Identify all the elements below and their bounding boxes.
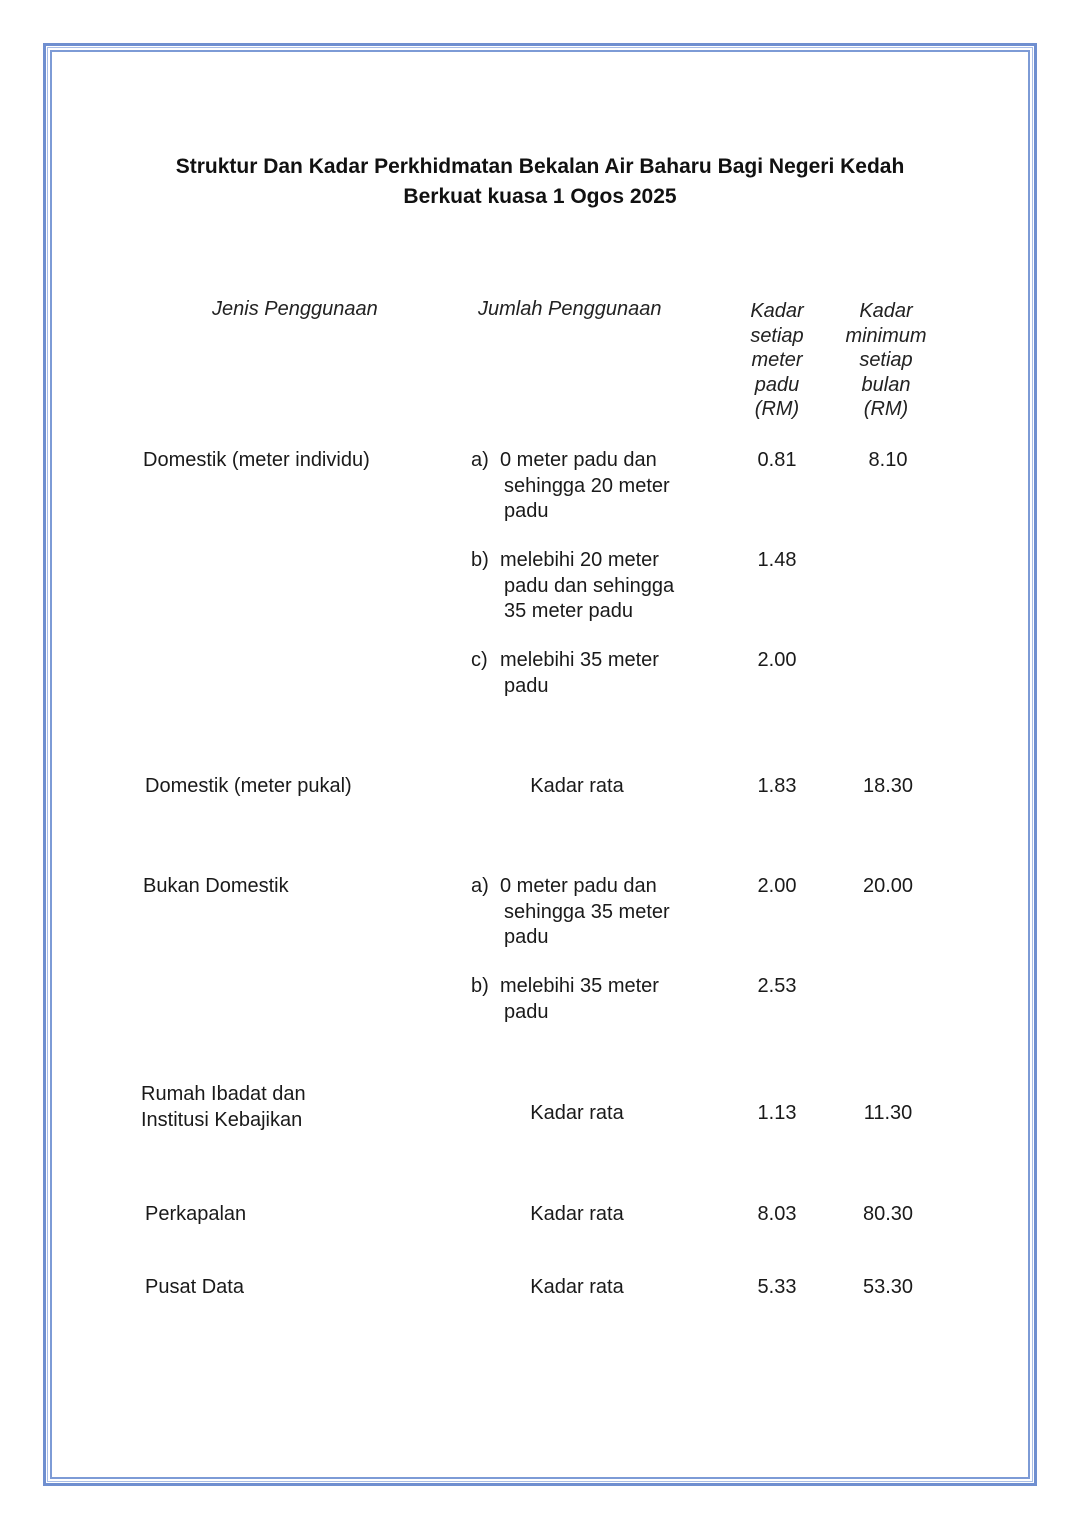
tier-label: a)	[471, 875, 489, 897]
tier-line: melebihi 35 meter	[500, 975, 659, 997]
header-minimum-line: minimum	[845, 324, 927, 347]
usage-type: Domestik (meter pukal)	[145, 775, 352, 797]
flat-rate-label: Kadar rata	[530, 775, 624, 797]
header-rate-line: padu	[754, 373, 800, 396]
header-rate-line: (RM)	[754, 398, 800, 420]
rate-value: 8.03	[757, 1203, 797, 1225]
tier-line: sehingga 20 meter	[504, 474, 670, 497]
header-minimum-line: setiap	[859, 349, 913, 371]
page-border-inner	[50, 50, 1030, 1479]
rate-value: 5.33	[757, 1276, 797, 1298]
tier-line: padu	[504, 1000, 549, 1023]
rate-value: 1.48	[757, 549, 797, 571]
minimum-value: 8.10	[868, 449, 908, 471]
rate-value: 2.00	[757, 649, 797, 671]
header-minimum-line: Kadar	[859, 300, 913, 322]
document-title: Struktur Dan Kadar Perkhidmatan Bekalan Air Baharu Bagi Negeri Kedah	[175, 155, 905, 178]
header-minimum	[826, 299, 946, 422]
tier-line: 35 meter padu	[504, 600, 633, 622]
tier-line: padu dan sehingga	[504, 574, 675, 597]
minimum-value: 11.30	[863, 1102, 913, 1124]
tier-line: melebihi 20 meter	[500, 549, 659, 571]
usage-type	[141, 1082, 306, 1133]
tier-line: 0 meter padu dan	[500, 875, 657, 897]
rate-value: 2.53	[757, 975, 797, 997]
tier-line: 0 meter padu dan	[500, 449, 657, 471]
minimum-value: 53.30	[862, 1276, 914, 1298]
flat-rate-label: Kadar rata	[530, 1102, 624, 1124]
tier	[471, 448, 711, 525]
tier	[471, 974, 711, 1025]
tier	[471, 548, 711, 625]
header-usage-amount: Jumlah Penggunaan	[478, 298, 662, 320]
tier-label: b)	[471, 549, 489, 571]
tier	[471, 648, 711, 699]
document-subtitle: Berkuat kuasa 1 Ogos 2025	[403, 185, 677, 208]
tier-line: padu	[504, 674, 549, 697]
tier-line: padu	[504, 926, 549, 948]
header-rate-line: meter	[751, 349, 803, 371]
rate-value: 1.13	[757, 1102, 797, 1124]
flat-rate-label: Kadar rata	[530, 1203, 624, 1225]
header-rate-line: Kadar	[750, 300, 804, 322]
header-minimum-line: bulan	[861, 373, 911, 396]
tier-line: padu	[504, 500, 549, 522]
tier-line: sehingga 35 meter	[504, 900, 670, 923]
header-minimum-line: (RM)	[863, 398, 909, 420]
minimum-value: 20.00	[862, 875, 914, 897]
tier-label: b)	[471, 975, 489, 997]
usage-type-line: Institusi Kebajikan	[141, 1108, 303, 1131]
rate-value: 1.83	[757, 775, 797, 797]
usage-type: Bukan Domestik	[143, 875, 289, 897]
flat-rate-label: Kadar rata	[530, 1276, 624, 1298]
header-rate-line: setiap	[750, 324, 804, 347]
tier-label: a)	[471, 449, 489, 471]
minimum-value: 18.30	[862, 775, 914, 797]
usage-type: Perkapalan	[145, 1203, 247, 1225]
minimum-value: 80.30	[862, 1203, 914, 1225]
rate-value: 0.81	[757, 449, 797, 471]
header-usage-type: Jenis Penggunaan	[212, 298, 378, 320]
usage-type-line: Rumah Ibadat dan	[141, 1083, 306, 1105]
header-rate	[727, 299, 827, 422]
rate-value: 2.00	[757, 875, 797, 897]
tier-line: melebihi 35 meter	[500, 649, 659, 671]
usage-type: Pusat Data	[145, 1276, 244, 1298]
usage-type: Domestik (meter individu)	[143, 449, 370, 471]
tier-label: c)	[471, 649, 488, 671]
tier	[471, 874, 711, 951]
